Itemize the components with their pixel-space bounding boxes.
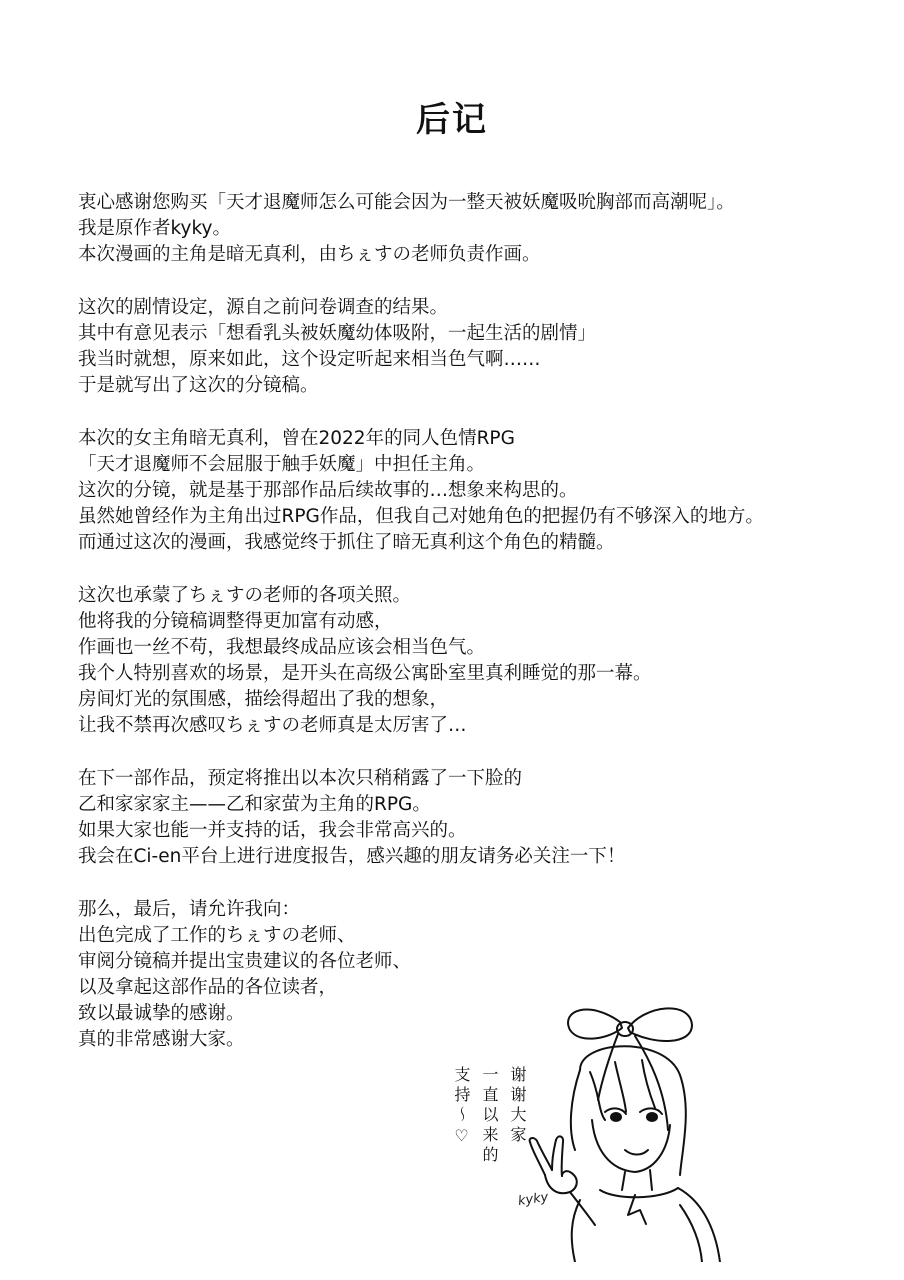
speech-column: 一直以来的	[480, 1066, 499, 1166]
text-line: 本次的女主角暗无真利，曾在2022年的同人色情RPG	[78, 428, 515, 449]
text-line: 出色完成了工作的ちぇすの老师、	[78, 925, 356, 946]
text-line: 而通过这次的漫画，我感觉终于抓住了暗无真利这个角色的精髓。	[78, 532, 615, 553]
text-line: 「天才退魔师不会屈服于触手妖魔」中担任主角。	[78, 454, 486, 475]
author-illustration	[430, 1000, 730, 1262]
text-line: 衷心感谢您购买「天才退魔师怎么可能会因为一整天被妖魔吸吮胸部而高潮呢」。	[78, 192, 735, 213]
speech-column: 支持～♡	[452, 1066, 471, 1149]
text-line: 审阅分镜稿并提出宝贵建议的各位老师、	[78, 951, 412, 972]
text-line: 我是原作者kyky。	[78, 218, 232, 239]
paragraph	[78, 426, 868, 556]
text-line: 真的非常感谢大家。	[78, 1029, 245, 1050]
paragraph	[78, 583, 868, 739]
text-line: 致以最诚挚的感谢。	[78, 1003, 245, 1024]
text-line: 于是就写出了这次的分镜稿。	[78, 375, 319, 396]
text-line: 那么，最后，请允许我向：	[78, 899, 301, 920]
text-line: 这次的剧情设定，源自之前问卷调查的结果。	[78, 297, 449, 318]
paragraph	[78, 766, 868, 870]
afterword-body	[78, 190, 868, 1080]
text-line: 本次漫画的主角是暗无真利，由ちぇすの老师负责作画。	[78, 244, 541, 265]
text-line: 虽然她曾经作为主角出过RPG作品，但我自己对她角色的把握仍有不够深入的地方。	[78, 506, 764, 527]
text-line: 作画也一丝不苟，我想最终成品应该会相当色气。	[78, 637, 486, 658]
text-line: 房间灯光的氛围感，描绘得超出了我的想象，	[78, 689, 449, 710]
author-signature: kyky	[517, 1189, 550, 1210]
text-line: 乙和家家家主——乙和家萤为主角的RPG。	[78, 794, 431, 815]
text-line: 他将我的分镜稿调整得更加富有动感，	[78, 611, 393, 632]
text-line: 这次也承蒙了ちぇすの老师的各项关照。	[78, 585, 412, 606]
text-line: 其中有意见表示「想看乳头被妖魔幼体吸附，一起生活的剧情」	[78, 323, 597, 344]
text-line: 以及拿起这部作品的各位读者，	[78, 977, 338, 998]
text-line: 让我不禁再次感叹ちぇすの老师真是太厉害了…	[78, 715, 467, 736]
speech-column: 谢谢大家	[508, 1066, 527, 1146]
text-line: 我当时就想，原来如此，这个设定听起来相当色气啊……	[78, 349, 541, 370]
page-title: 后记	[416, 100, 488, 140]
character-sketch	[430, 1000, 730, 1262]
text-line: 这次的分镜，就是基于那部作品后续故事的…想象来构思的。	[78, 480, 578, 501]
paragraph	[78, 190, 868, 268]
text-line: 如果大家也能一并支持的话，我会非常高兴的。	[78, 820, 467, 841]
text-line: 在下一部作品，预定将推出以本次只稍稍露了一下脸的	[78, 768, 523, 789]
paragraph	[78, 295, 868, 399]
text-line: 我个人特别喜欢的场景，是开头在高级公寓卧室里真利睡觉的那一幕。	[78, 663, 652, 684]
text-line: 我会在Ci-en平台上进行进度报告，感兴趣的朋友请务必关注一下！	[78, 846, 626, 867]
